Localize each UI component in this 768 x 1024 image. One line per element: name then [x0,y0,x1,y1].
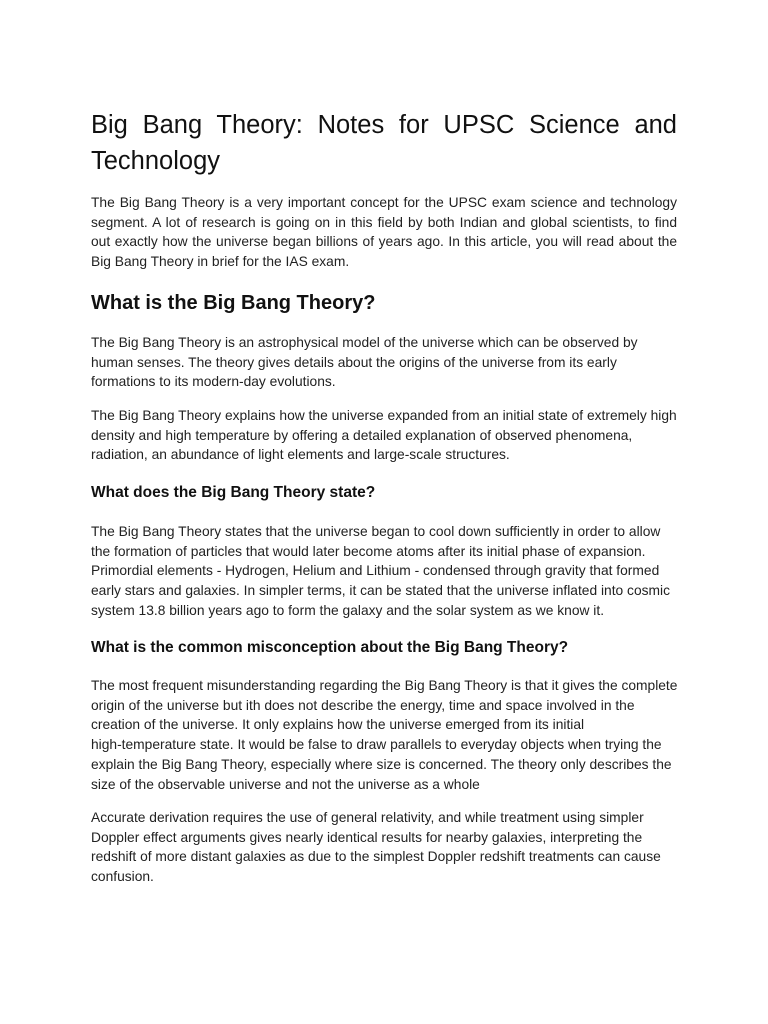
text-line: origin of the universe but ith does not describe the energy, time and space involved in the [91,697,635,713]
text-line: the formation of particles that would later become atoms after its initial phase of expansion. [91,543,646,559]
page-title [91,107,677,179]
intro-paragraph [91,193,677,272]
text-line: redshift of more distant galaxies as due to the simplest Doppler redshift treatments can cause [91,849,661,865]
text-line: The Big Bang Theory states that the universe began to cool down sufficiently in order to allow [91,524,661,539]
text-line: early stars and galaxies. In simpler terms, it can be stated that the universe inflated into cosmic [91,583,670,599]
title-line: Big Bang Theory: Notes for UPSC Science and [91,111,677,139]
text-line: Primordial elements - Hydrogen, Helium and Lithium - condensed through gravity that formed [91,563,660,579]
text-line: confusion. [91,869,154,885]
text-line: The Big Bang Theory is an astrophysical model of the universe which can be observed by [91,335,638,350]
paragraph-misconception [91,676,677,794]
text-line: Doppler effect arguments gives nearly identical results for nearby galaxies, interpreting the [91,829,643,845]
text-line: system 13.8 billion years ago to form the galaxy and the solar system as we know it. [91,602,605,618]
paragraph-what-2 [91,406,677,465]
heading-state: What does the Big Bang Theory state? [91,484,376,501]
heading-what-is: What is the Big Bang Theory? [91,292,376,314]
paragraph-state [91,522,677,621]
text-line: radiation, an abundance of light elements and large-scale structures. [91,447,510,463]
heading-misconception: What is the common misconception about the Big Bang Theory? [91,639,569,656]
text-line: creation of the universe. It only explains how the universe emerged from its initial [91,717,585,733]
text-line: explain the Big Bang Theory, especially where size is concerned. The theory only describes the [91,756,672,772]
text-line: segment. A lot of research is going on in this field by both Indian and global scientists, to find [91,214,677,230]
text-line: The Big Bang Theory is a very important concept for the UPSC exam science and technology [91,195,677,210]
text-line: Accurate derivation requires the use of general relativity, and while treatment using simpler [91,810,644,825]
text-line: density and high temperature by offering a detailed explanation of observed phenomena, [91,427,633,443]
text-line: out exactly how the universe began billions of years ago. In this article, you will read about the [91,234,677,250]
text-line: formations to its modern-day evolutions. [91,374,336,390]
text-line: human senses. The theory gives details about the origins of the universe from its early [91,354,617,370]
text-line: high-temperature state. It would be false to draw parallels to everyday objects when trying the [91,737,662,753]
text-line: size of the observable universe and not the universe as a whole [91,776,480,792]
text-line: Big Bang Theory in brief for the IAS exam. [91,254,350,270]
paragraph-what-1 [91,333,677,392]
paragraph-derivation [91,808,677,887]
text-line: The Big Bang Theory explains how the universe expanded from an initial state of extremely high [91,408,677,423]
text-line: The most frequent misunderstanding regarding the Big Bang Theory is that it gives the complete [91,678,678,693]
title-line: Technology [91,147,221,175]
